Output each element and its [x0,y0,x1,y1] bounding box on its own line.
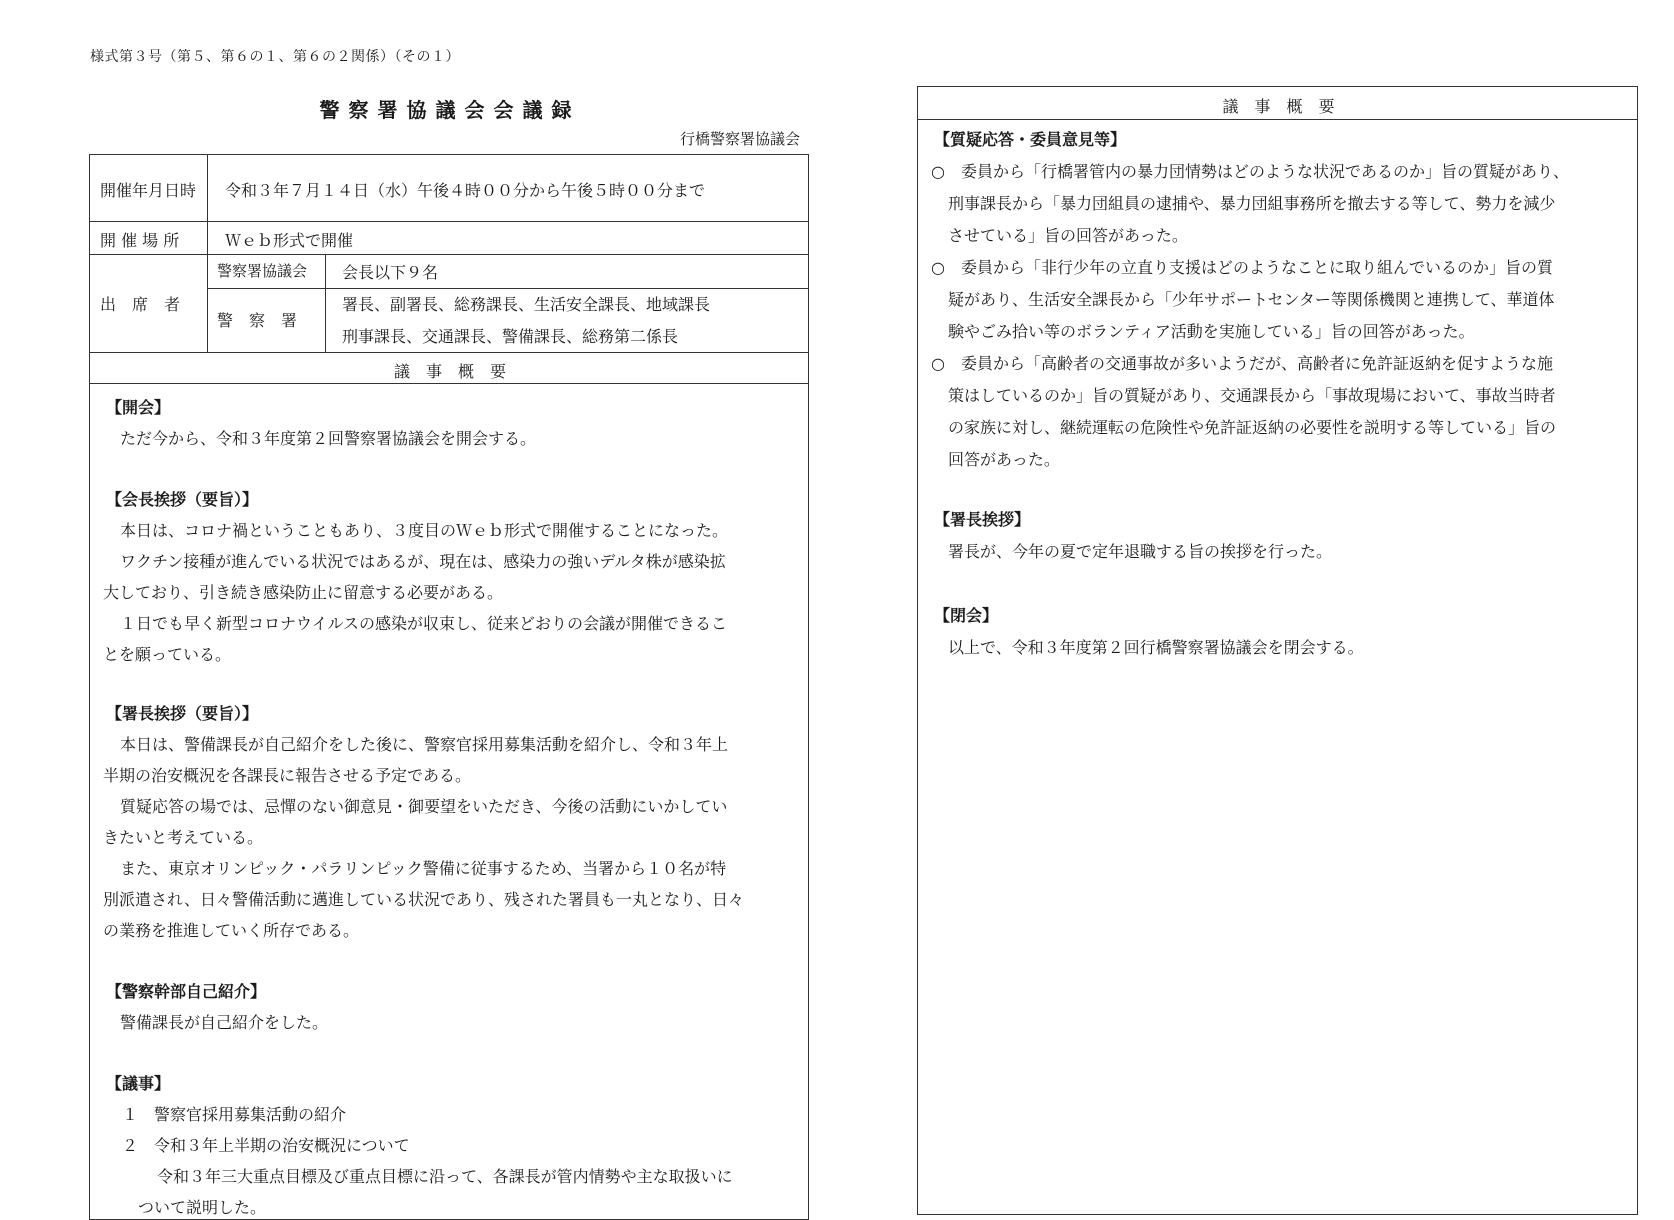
text-line: 令和３年三大重点目標及び重点目標に沿って、各課長が管内情勢や主な取扱いに [157,1167,733,1186]
text-line: 質疑応答の場では、忌憚のない御意見・御要望をいただき、今後の活動にいかしてい [120,797,728,816]
station-label: 警 察 署 [217,311,298,330]
text-line: の家族に対し、継続運転の危険性や免許証返納の必要性を説明する等している」旨の [948,418,1557,437]
text-line: きたいと考えている。 [103,828,264,847]
text-line: 別派遣され、日々警備活動に邁進している状況であり、残された署員も一丸となり、日々 [103,890,744,909]
council-value: 会長以下９名 [342,263,439,282]
section-heading: 【警察幹部自己紹介】 [106,982,267,1001]
summary-header: 議 事 概 要 [393,362,506,381]
section-heading: 【署長挨拶】 [934,510,1031,529]
text-line: ○ 委員から「行橋署管内の暴力団情勢はどのような状況であるのか」旨の質疑があり、 [931,162,1569,181]
document-title: 警察署協議会会議録 [319,98,581,122]
text-line: ○ 委員から「高齢者の交通事故が多いようだが、高齢者に免許証返納を促すような施 [931,354,1553,373]
agenda-item: ２ 令和３年上半期の治安概況について [122,1136,410,1155]
date-value: 令和３年７月１４日（水）午後４時００分から午後５時００分まで [225,181,706,200]
text-line: 大しており、引き続き感染防止に留意する必要がある。 [103,583,504,602]
place-value: Ｗｅｂ形式で開催 [225,231,354,250]
summary-header: 議 事 概 要 [1222,97,1335,116]
section-heading: 【閉会】 [934,606,999,625]
form-number: 様式第３号（第５、第６の１、第６の２関係）（その１） [90,49,460,65]
section-heading: 【署長挨拶（要旨）】 [106,704,259,723]
agenda-item: １ 警察官採用募集活動の紹介 [122,1105,347,1124]
text-line: 回答があった。 [948,450,1060,469]
text-line: 半期の治安概況を各課長に報告させる予定である。 [103,766,472,785]
section-heading: 【会長挨拶（要旨）】 [106,490,259,509]
text-line: 警備課長が自己紹介をした。 [120,1013,329,1032]
section-heading: 【開会】 [106,398,171,417]
text-line: 策はしているのか」旨の質疑があり、交通課長から「事故現場において、事故当時者 [948,386,1556,405]
summary-continuation-box [917,86,1638,1215]
text-line: 刑事課長から「暴力団組員の逮捕や、暴力団組事務所を撤去する等して、勢力を減少 [948,194,1556,213]
date-label: 開催年月日時 [100,181,197,200]
text-line: ただ今から、令和３年度第２回警察署協議会を開会する。 [120,429,537,448]
organization-name: 行橋警察署協議会 [679,130,800,148]
text-line: とを願っている。 [103,645,232,664]
section-heading: 【議事】 [106,1074,171,1093]
text-line: また、東京オリンピック・パラリンピック警備に従事するため、当署から１０名が特 [120,859,727,878]
section-heading: 【質疑応答・委員意見等】 [934,130,1127,149]
text-line: の業務を推進していく所存である。 [103,921,360,940]
text-line: 験やごみ拾い等のボランティア活動を実施している」旨の回答があった。 [948,322,1475,341]
place-label: 開 催 場 所 [100,231,180,250]
attendees-label: 出 席 者 [100,295,181,314]
text-line: 署長が、今年の夏で定年退職する旨の挨拶を行った。 [948,542,1333,561]
station-value-2: 刑事課長、交通課長、警備課長、総務第二係長 [342,327,679,346]
text-line: 疑があり、生活安全課長から「少年サポートセンター等関係機関と連携して、華道体 [948,290,1555,309]
text-line: １日でも早く新型コロナウイルスの感染が収束し、従来どおりの会議が開催できるこ [120,614,728,633]
text-line: ○ 委員から「非行少年の立直り支援はどのようなことに取り組んでいるのか」旨の質 [931,258,1553,277]
text-line: させている」旨の回答があった。 [948,226,1188,245]
text-line: ついて説明した。 [138,1198,267,1217]
text-line: 本日は、コロナ禍ということもあり、３度目のＷｅｂ形式で開催することになった。 [120,521,729,540]
text-line: 本日は、警備課長が自己紹介をした後に、警察官採用募集活動を紹介し、令和３年上 [120,735,729,754]
text-line: 以上で、令和３年度第２回行橋警察署協議会を閉会する。 [948,638,1364,657]
text-line: ワクチン接種が進んでいる状況ではあるが、現在は、感染力の強いデルタ株が感染拡 [120,552,726,571]
council-label: 警察署協議会 [217,262,308,280]
minutes-table [89,154,809,1220]
station-value-1: 署長、副署長、総務課長、生活安全課長、地域課長 [342,295,711,314]
